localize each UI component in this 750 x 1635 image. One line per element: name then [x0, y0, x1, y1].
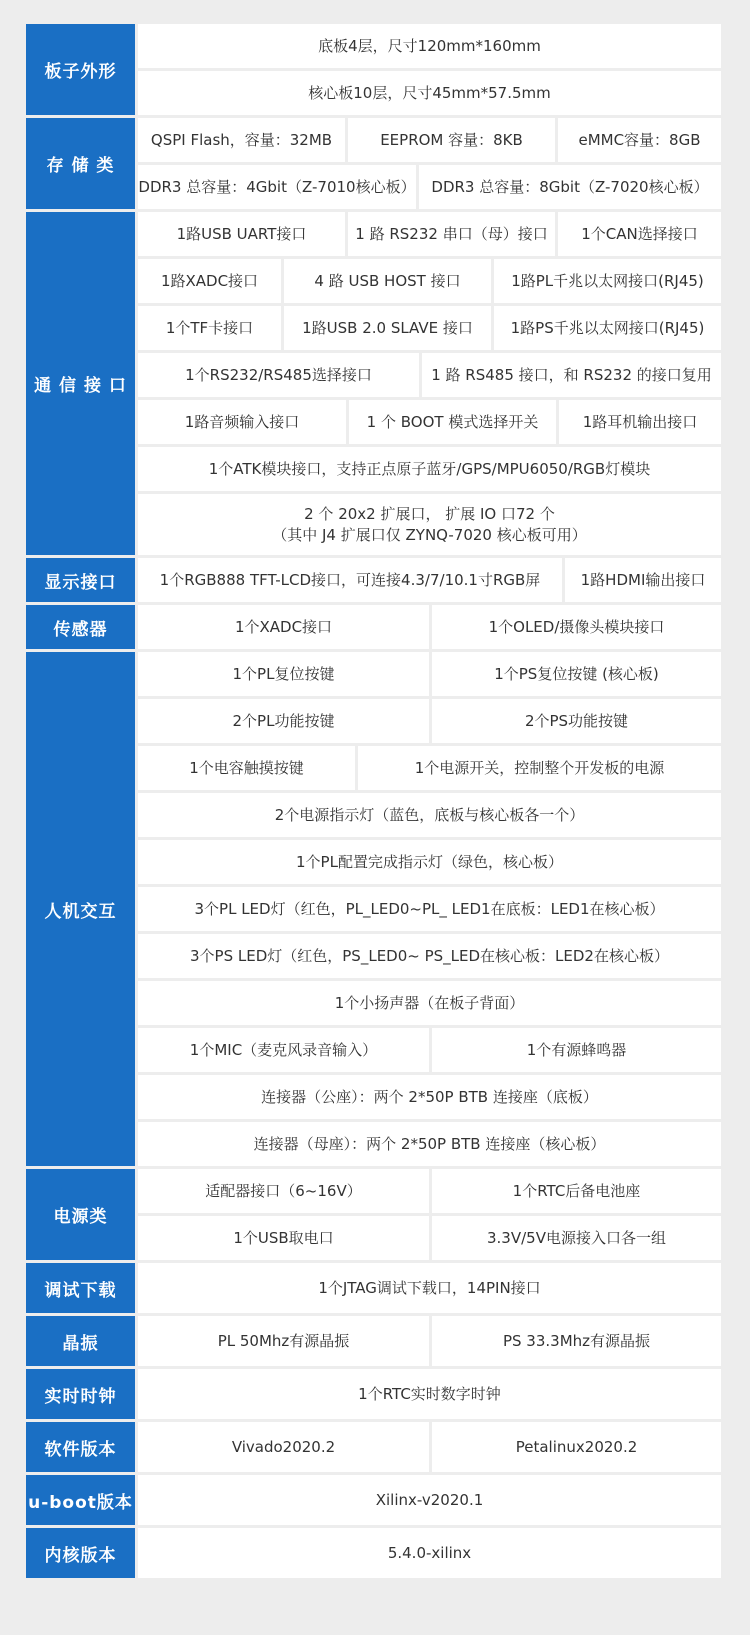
spec-cell: QSPI Flash，容量：32MB	[138, 118, 348, 165]
spec-cell: 1个TF卡接口	[138, 306, 284, 353]
section-11	[26, 1475, 724, 1528]
spec-row	[138, 71, 724, 118]
spec-cell: 1路USB 2.0 SLAVE 接口	[284, 306, 494, 353]
spec-row	[138, 1475, 724, 1528]
spec-row	[138, 165, 724, 212]
section-6	[26, 1169, 724, 1263]
section-label: 显示接口	[26, 558, 138, 605]
spec-row	[138, 1216, 724, 1263]
spec-row	[138, 746, 724, 793]
spec-cell: 1个RS232/RS485选择接口	[138, 353, 422, 400]
spec-cell: 1个MIC（麦克风录音输入）	[138, 1028, 432, 1075]
spec-cell: 1个PS复位按键 (核心板)	[432, 652, 724, 699]
section-1	[26, 118, 724, 212]
spec-cell: 2个PS功能按键	[432, 699, 724, 746]
spec-cell: 4 路 USB HOST 接口	[284, 259, 494, 306]
spec-row	[138, 1122, 724, 1169]
spec-cell: 1个RTC后备电池座	[432, 1169, 724, 1216]
spec-cell: 连接器（母座）：两个 2*50P BTB 连接座（核心板）	[138, 1122, 724, 1169]
spec-cell: 1个电容触摸按键	[138, 746, 358, 793]
section-12	[26, 1528, 724, 1581]
spec-cell: 底板4层，尺寸120mm*160mm	[138, 24, 724, 71]
spec-row	[138, 306, 724, 353]
spec-cell: 1个小扬声器（在板子背面）	[138, 981, 724, 1028]
spec-cell: 核心板10层，尺寸45mm*57.5mm	[138, 71, 724, 118]
section-0	[26, 24, 724, 118]
section-label: 调试下载	[26, 1263, 138, 1316]
spec-cell: 连接器（公座）：两个 2*50P BTB 连接座（底板）	[138, 1075, 724, 1122]
section-9	[26, 1369, 724, 1422]
section-3	[26, 558, 724, 605]
spec-cell: 1个XADC接口	[138, 605, 432, 652]
spec-cell: 5.4.0-xilinx	[138, 1528, 724, 1581]
section-label: 内核版本	[26, 1528, 138, 1581]
spec-cell: 1个ATK模块接口，支持正点原子蓝牙/GPS/MPU6050/RGB灯模块	[138, 447, 724, 494]
spec-cell: 2个电源指示灯（蓝色，底板与核心板各一个）	[138, 793, 724, 840]
spec-cell: 1路HDMI输出接口	[565, 558, 724, 605]
spec-row	[138, 934, 724, 981]
spec-cell: 1 路 RS232 串口（母）接口	[348, 212, 558, 259]
spec-row	[138, 494, 724, 558]
spec-row	[138, 605, 724, 652]
spec-row	[138, 840, 724, 887]
spec-row	[138, 1422, 724, 1475]
section-label: 通 信 接 口	[26, 212, 138, 558]
spec-cell: 2个PL功能按键	[138, 699, 432, 746]
spec-cell: 1个PL复位按键	[138, 652, 432, 699]
spec-row	[138, 1528, 724, 1581]
spec-cell: 1个RTC实时数字时钟	[138, 1369, 724, 1422]
spec-cell: Xilinx-v2020.1	[138, 1475, 724, 1528]
spec-cell: DDR3 总容量：8Gbit（Z-7020核心板）	[419, 165, 724, 212]
section-8	[26, 1316, 724, 1369]
spec-row	[138, 652, 724, 699]
spec-row	[138, 558, 724, 605]
spec-cell: 2 个 20x2 扩展口， 扩展 IO 口72 个 （其中 J4 扩展口仅 ZYNQ-7020 核心板可用）	[138, 494, 724, 558]
section-4	[26, 605, 724, 652]
spec-row	[138, 259, 724, 306]
spec-cell: 1个OLED/摄像头模块接口	[432, 605, 724, 652]
spec-row	[138, 447, 724, 494]
section-label: 电源类	[26, 1169, 138, 1263]
spec-cell: PL 50Mhz有源晶振	[138, 1316, 432, 1369]
spec-row	[138, 212, 724, 259]
spec-cell: 1个CAN选择接口	[558, 212, 724, 259]
spec-row	[138, 118, 724, 165]
spec-cell: 1路音频输入接口	[138, 400, 349, 447]
section-label: 传感器	[26, 605, 138, 652]
spec-cell: PS 33.3Mhz有源晶振	[432, 1316, 724, 1369]
section-label: 板子外形	[26, 24, 138, 118]
spec-row	[138, 1369, 724, 1422]
spec-row	[138, 1169, 724, 1216]
spec-cell: EEPROM 容量：8KB	[348, 118, 558, 165]
section-label: 晶振	[26, 1316, 138, 1369]
spec-cell: 3个PL LED灯（红色，PL_LED0~PL_ LED1在底板：LED1在核心板）	[138, 887, 724, 934]
spec-row	[138, 1028, 724, 1075]
spec-cell: 1个RGB888 TFT-LCD接口，可连接4.3/7/10.1寸RGB屏	[138, 558, 565, 605]
spec-cell: Vivado2020.2	[138, 1422, 432, 1475]
spec-cell: 适配器接口（6~16V）	[138, 1169, 432, 1216]
section-label: 存 储 类	[26, 118, 138, 212]
section-label: u-boot版本	[26, 1475, 138, 1528]
spec-cell: 1 个 BOOT 模式选择开关	[349, 400, 559, 447]
spec-cell: 1个有源蜂鸣器	[432, 1028, 724, 1075]
spec-cell: DDR3 总容量：4Gbit（Z-7010核心板）	[138, 165, 419, 212]
spec-row	[138, 353, 724, 400]
spec-cell: 1个PL配置完成指示灯（绿色，核心板）	[138, 840, 724, 887]
section-2	[26, 212, 724, 558]
spec-cell: Petalinux2020.2	[432, 1422, 724, 1475]
spec-cell: 1 路 RS485 接口，和 RS232 的接口复用	[422, 353, 724, 400]
spec-row	[138, 1075, 724, 1122]
section-label: 软件版本	[26, 1422, 138, 1475]
spec-row	[138, 400, 724, 447]
section-10	[26, 1422, 724, 1475]
section-7	[26, 1263, 724, 1316]
spec-row	[138, 1316, 724, 1369]
spec-row	[138, 793, 724, 840]
spec-cell: eMMC容量：8GB	[558, 118, 724, 165]
spec-row	[138, 24, 724, 71]
spec-table	[26, 24, 724, 1581]
section-label: 人机交互	[26, 652, 138, 1169]
spec-cell: 1路PS千兆以太网接口(RJ45)	[494, 306, 724, 353]
spec-row	[138, 1263, 724, 1316]
spec-row	[138, 699, 724, 746]
spec-cell: 1路XADC接口	[138, 259, 284, 306]
spec-cell: 1路USB UART接口	[138, 212, 348, 259]
spec-row	[138, 887, 724, 934]
spec-cell: 1路PL千兆以太网接口(RJ45)	[494, 259, 724, 306]
spec-row	[138, 981, 724, 1028]
spec-cell: 3.3V/5V电源接入口各一组	[432, 1216, 724, 1263]
spec-cell: 3个PS LED灯（红色，PS_LED0~ PS_LED在核心板：LED2在核心板）	[138, 934, 724, 981]
spec-cell: 1个电源开关，控制整个开发板的电源	[358, 746, 724, 793]
spec-cell: 1路耳机输出接口	[559, 400, 724, 447]
spec-cell: 1个JTAG调试下载口，14PIN接口	[138, 1263, 724, 1316]
section-label: 实时时钟	[26, 1369, 138, 1422]
section-5	[26, 652, 724, 1169]
spec-cell: 1个USB取电口	[138, 1216, 432, 1263]
